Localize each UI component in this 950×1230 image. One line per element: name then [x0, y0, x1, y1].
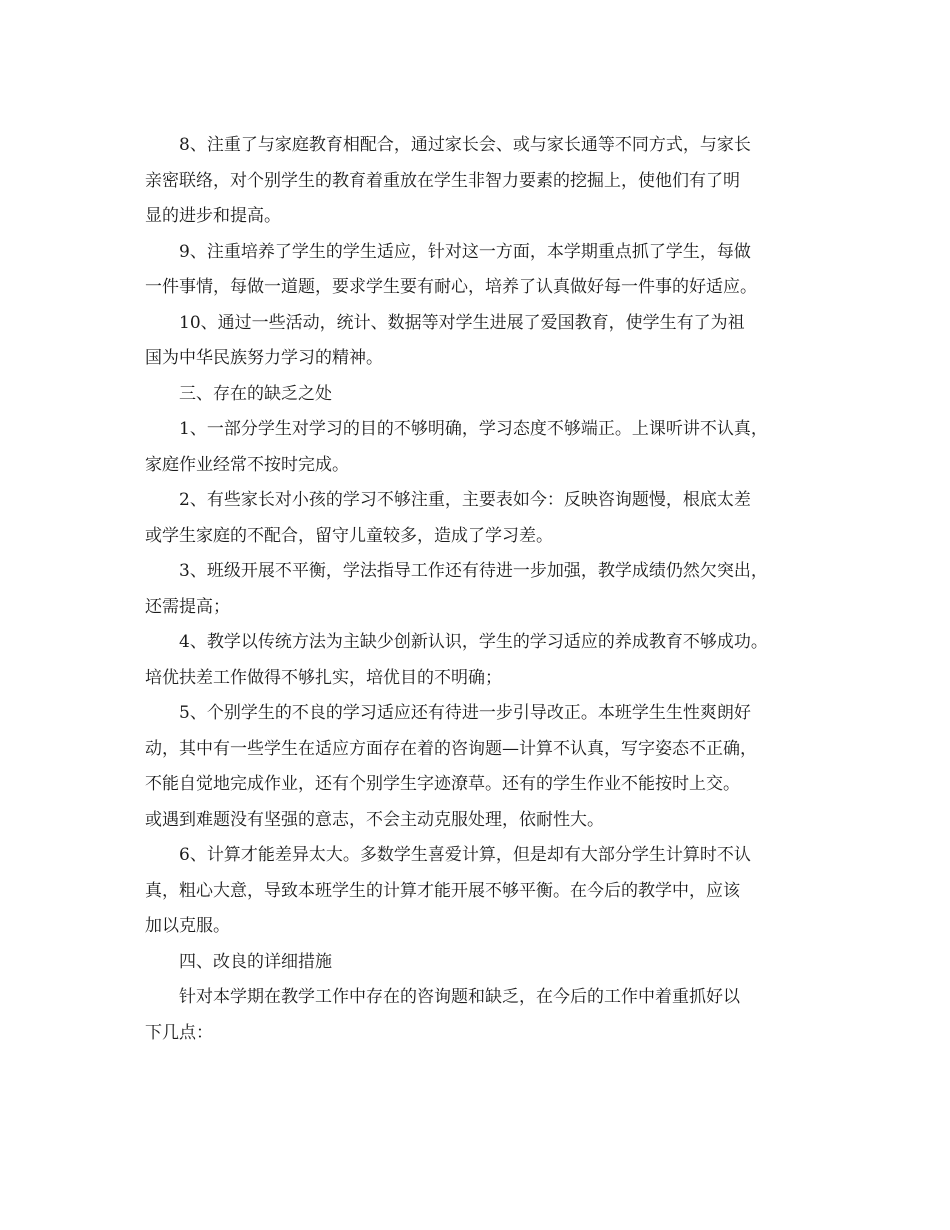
- text-line: 或学生家庭的不配合，留守儿童较多，造成了学习差。: [145, 525, 553, 546]
- text-line: 不能自觉地完成作业，还有个别学生字迹潦草。还有的学生作业不能按时上交。: [145, 774, 740, 794]
- text-line: 针对本学期在教学工作中存在的咨询题和缺乏，在今后的工作中着重抓好以: [179, 987, 740, 1007]
- text-line: 国为中华民族努力学习的精神。: [145, 348, 383, 368]
- text-line: 动，其中有一些学生在适应方面存在着的咨询题—计算不认真，写字姿态不正确，: [145, 738, 757, 759]
- text-line: 培优扶差工作做得不够扎实，培优目的不明确；: [145, 667, 502, 688]
- text-line: 下几点：: [145, 1022, 213, 1043]
- text-line: 8、注重了与家庭教育相配合，通过家长会、或与家长通等不同方式，与家长: [179, 135, 751, 155]
- text-line: 2、有些家长对小孩的学习不够注重，主要表如今：反映咨询题慢，根底太差: [179, 490, 751, 510]
- text-line: 亲密联络，对个别学生的教育着重放在学生非智力要素的挖掘上，使他们有了明: [145, 170, 740, 191]
- text-line: 显的进步和提高。: [145, 206, 281, 226]
- text-line: 6、计算才能差异太大。多数学生喜爱计算，但是却有大部分学生计算时不认: [179, 845, 751, 865]
- section-heading: 四、改良的详细措施: [179, 951, 332, 972]
- text-line: 一件事情，每做一道题，要求学生要有耐心，培养了认真做好每一件事的好适应。: [145, 277, 757, 297]
- text-line: 真，粗心大意，导致本班学生的计算才能开展不够平衡。在今后的教学中，应该: [145, 880, 740, 901]
- text-line: 5、个别学生的不良的学习适应还有待进一步引导改正。本班学生生性爽朗好: [179, 703, 751, 723]
- text-line: 家庭作业经常不按时完成。: [145, 454, 349, 475]
- text-line: 或遇到难题没有坚强的意志，不会主动克服处理，依耐性大。: [145, 809, 604, 830]
- section-heading: 三、存在的缺乏之处: [179, 383, 332, 404]
- text-line: 加以克服。: [145, 916, 230, 936]
- document-body: [145, 128, 825, 1051]
- text-line: 还需提高；: [145, 596, 230, 617]
- text-line: 1、一部分学生对学习的目的不够明确，学习态度不够端正。上课听讲不认真，: [179, 419, 768, 439]
- text-line: 9、注重培养了学生的学生适应，针对这一方面，本学期重点抓了学生，每做: [179, 241, 751, 262]
- text-line: 4、教学以传统方法为主缺少创新认识，学生的学习适应的养成教育不够成功。: [179, 632, 768, 652]
- text-line: 3、班级开展不平衡，学法指导工作还有待进一步加强，教学成绩仍然欠突出，: [179, 561, 768, 581]
- text-line: 10、通过一些活动，统计、数据等对学生进展了爱国教育，使学生有了为祖: [179, 312, 745, 333]
